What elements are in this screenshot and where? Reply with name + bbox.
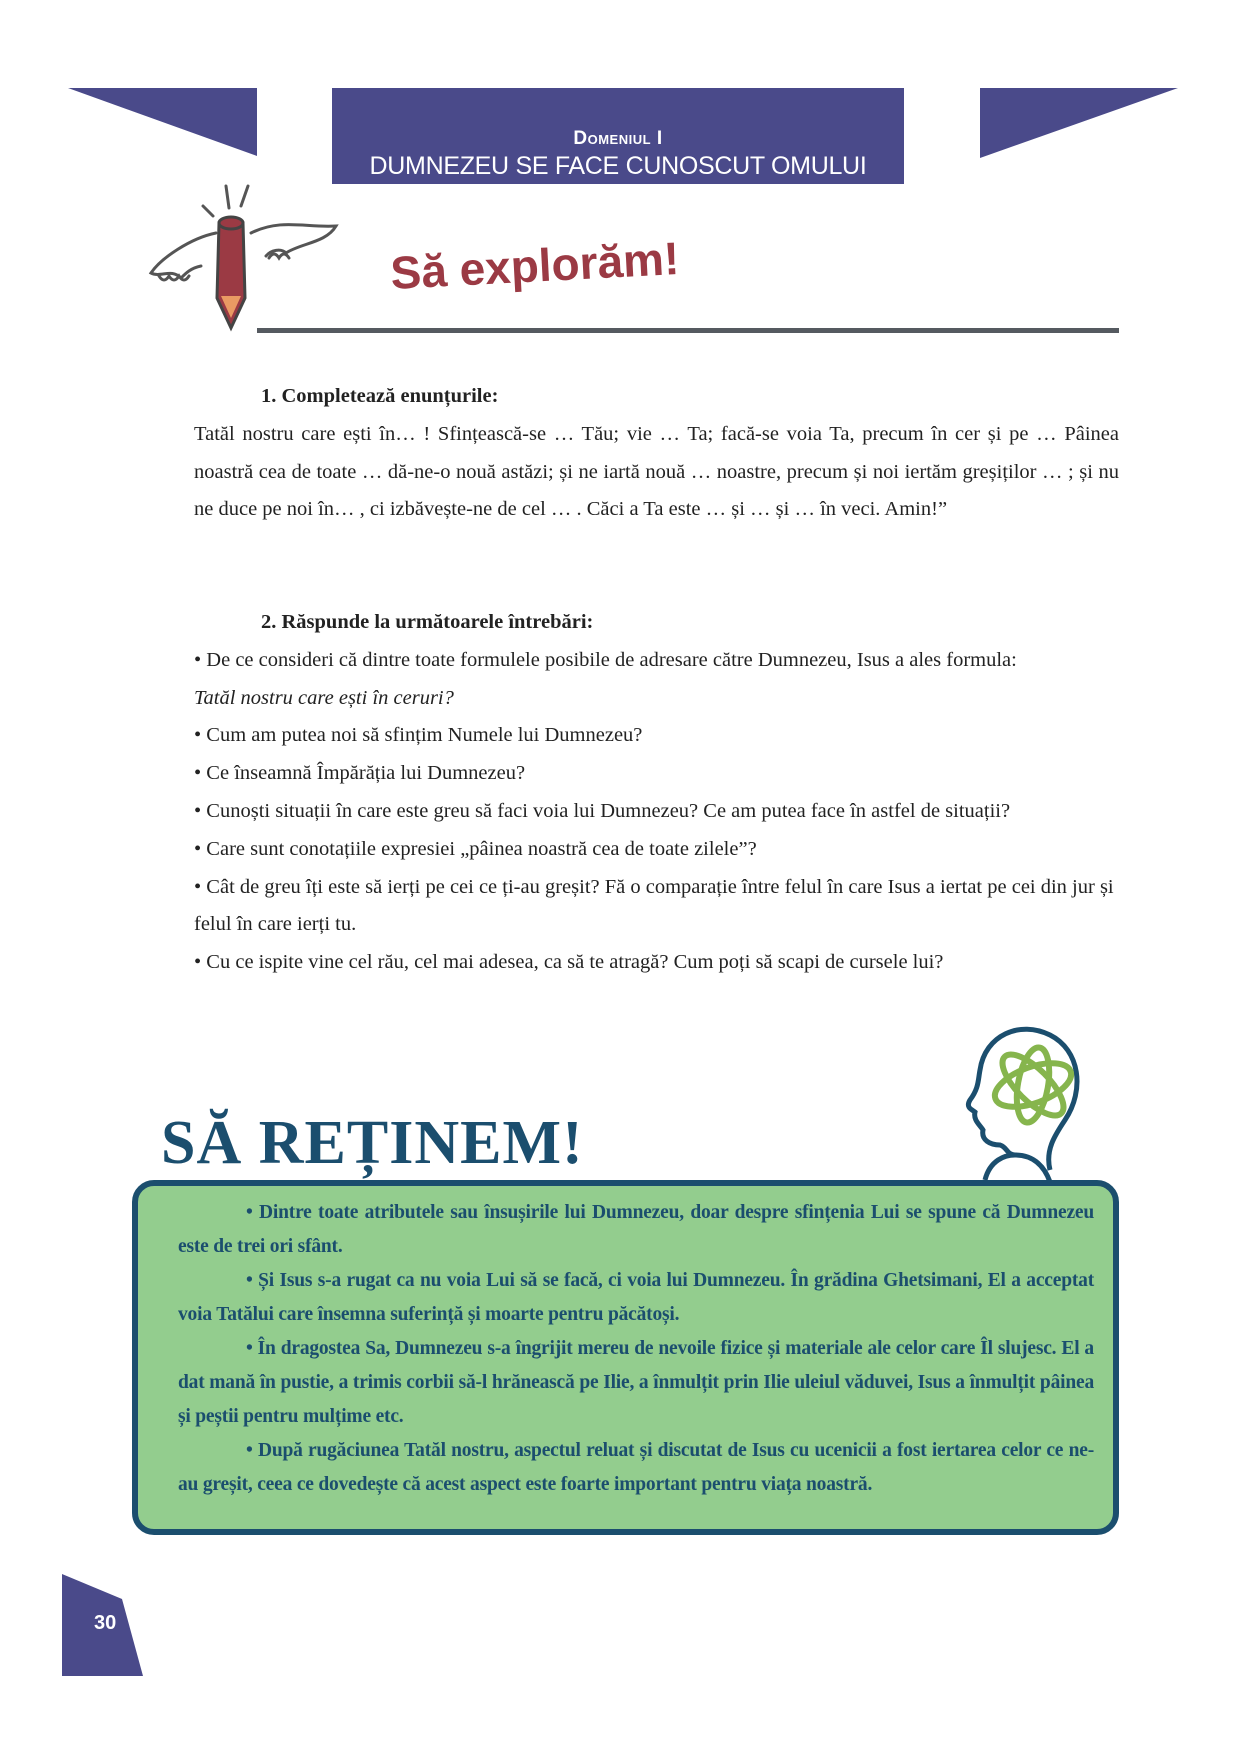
question: • Care sunt conotațiile expresiei „pâinea noastră cea de toate zilele”?: [194, 837, 757, 860]
exercise-1: [194, 378, 1119, 529]
head-brain-icon: [945, 1020, 1095, 1186]
domain-title: DUMNEZEU SE FACE CUNOSCUT OMULUI: [369, 152, 867, 180]
right-corner-triangle: [980, 88, 1180, 160]
question: • Cât de greu îți este să ierți pe cei ce ți-au greșit? Fă o comparație între felul în care Isus a iertat pe cei din jur și felul în care ierți tu.: [194, 875, 1114, 936]
exercise-1-text: Tatăl nostru care ești în… ! Sfințească-se … Tău; vie … Ta; facă-se voia Ta, precum în cer și pe … Pâinea noastră cea de toate … dă-ne-o nouă astăzi; și ne iartă nouă … noastre, precum și noi iertăm greșiților … ; și nu ne duce pe noi în… , ci izbăvește-ne de cel … . Căci a Ta este … și … și … în veci. Amin!”: [194, 422, 1119, 521]
page-number: 30: [94, 1612, 117, 1634]
question-1: • De ce consideri că dintre toate formulele posibile de adresare către Dumnezeu, Isus a ales formula:: [194, 648, 1017, 671]
left-corner-triangle: [68, 88, 258, 158]
retinem-box: [132, 1180, 1119, 1535]
title-divider: [257, 328, 1119, 333]
domain-label: Domeniul I: [573, 128, 663, 149]
exercise-1-title: 1. Completează enunțurile:: [261, 385, 499, 407]
page-number-tab: [62, 1574, 143, 1676]
question: • Ce înseamnă Împărăția lui Dumnezeu?: [194, 762, 526, 785]
question: • Cunoști situații în care este greu să faci voia lui Dumnezeu? Ce am putea face în astfel de situații?: [194, 799, 1011, 822]
section-title: Să explorăm!: [389, 231, 681, 300]
retinem-item: • După rugăciunea Tatăl nostru, aspectul reluat și discutat de Isus cu ucenicii a fost iertarea celor ce ne-au greșit, ceea ce dovedește că acest aspect este foarte important pentru viața noastră.: [178, 1440, 1094, 1495]
retinem-item: • În dragostea Sa, Dumnezeu s-a îngrijit mereu de nevoile fizice și materiale ale celor care Îl slujesc. El a dat mană în pustie, a trimis corbii să-l hrănească pe Ilie, a înmulțit prin Ilie uleiul văduvei, Isus a înmulțit pâinea și peștii pentru mulțime etc.: [178, 1338, 1094, 1427]
exercise-2-title: 2. Răspunde la următoarele întrebări:: [261, 611, 594, 633]
winged-pencil-icon: [141, 178, 341, 338]
retinem-item: • Și Isus s-a rugat ca nu voia Lui să se facă, ci voia lui Dumnezeu. În grădina Ghetsimani, El a acceptat voia Tatălui care însemna suferință și moarte pentru păcătoși.: [178, 1270, 1094, 1325]
domain-header: [332, 88, 904, 184]
retinem-item: • Dintre toate atributele sau însușirile lui Dumnezeu, doar despre sfințenia Lui se spune că Dumnezeu este de trei ori sfânt.: [178, 1202, 1094, 1257]
question: • Cu ce ispite vine cel rău, cel mai adesea, ca să te atragă? Cum poți să scapi de cursele lui?: [194, 951, 944, 974]
exercise-2: [194, 604, 1119, 982]
question: • Cum am putea noi să sfințim Numele lui Dumnezeu?: [194, 724, 643, 747]
retinem-title: SĂ REȚINEM!: [161, 1109, 584, 1177]
question-1-formula: Tatăl nostru care ești în ceruri?: [194, 686, 454, 709]
